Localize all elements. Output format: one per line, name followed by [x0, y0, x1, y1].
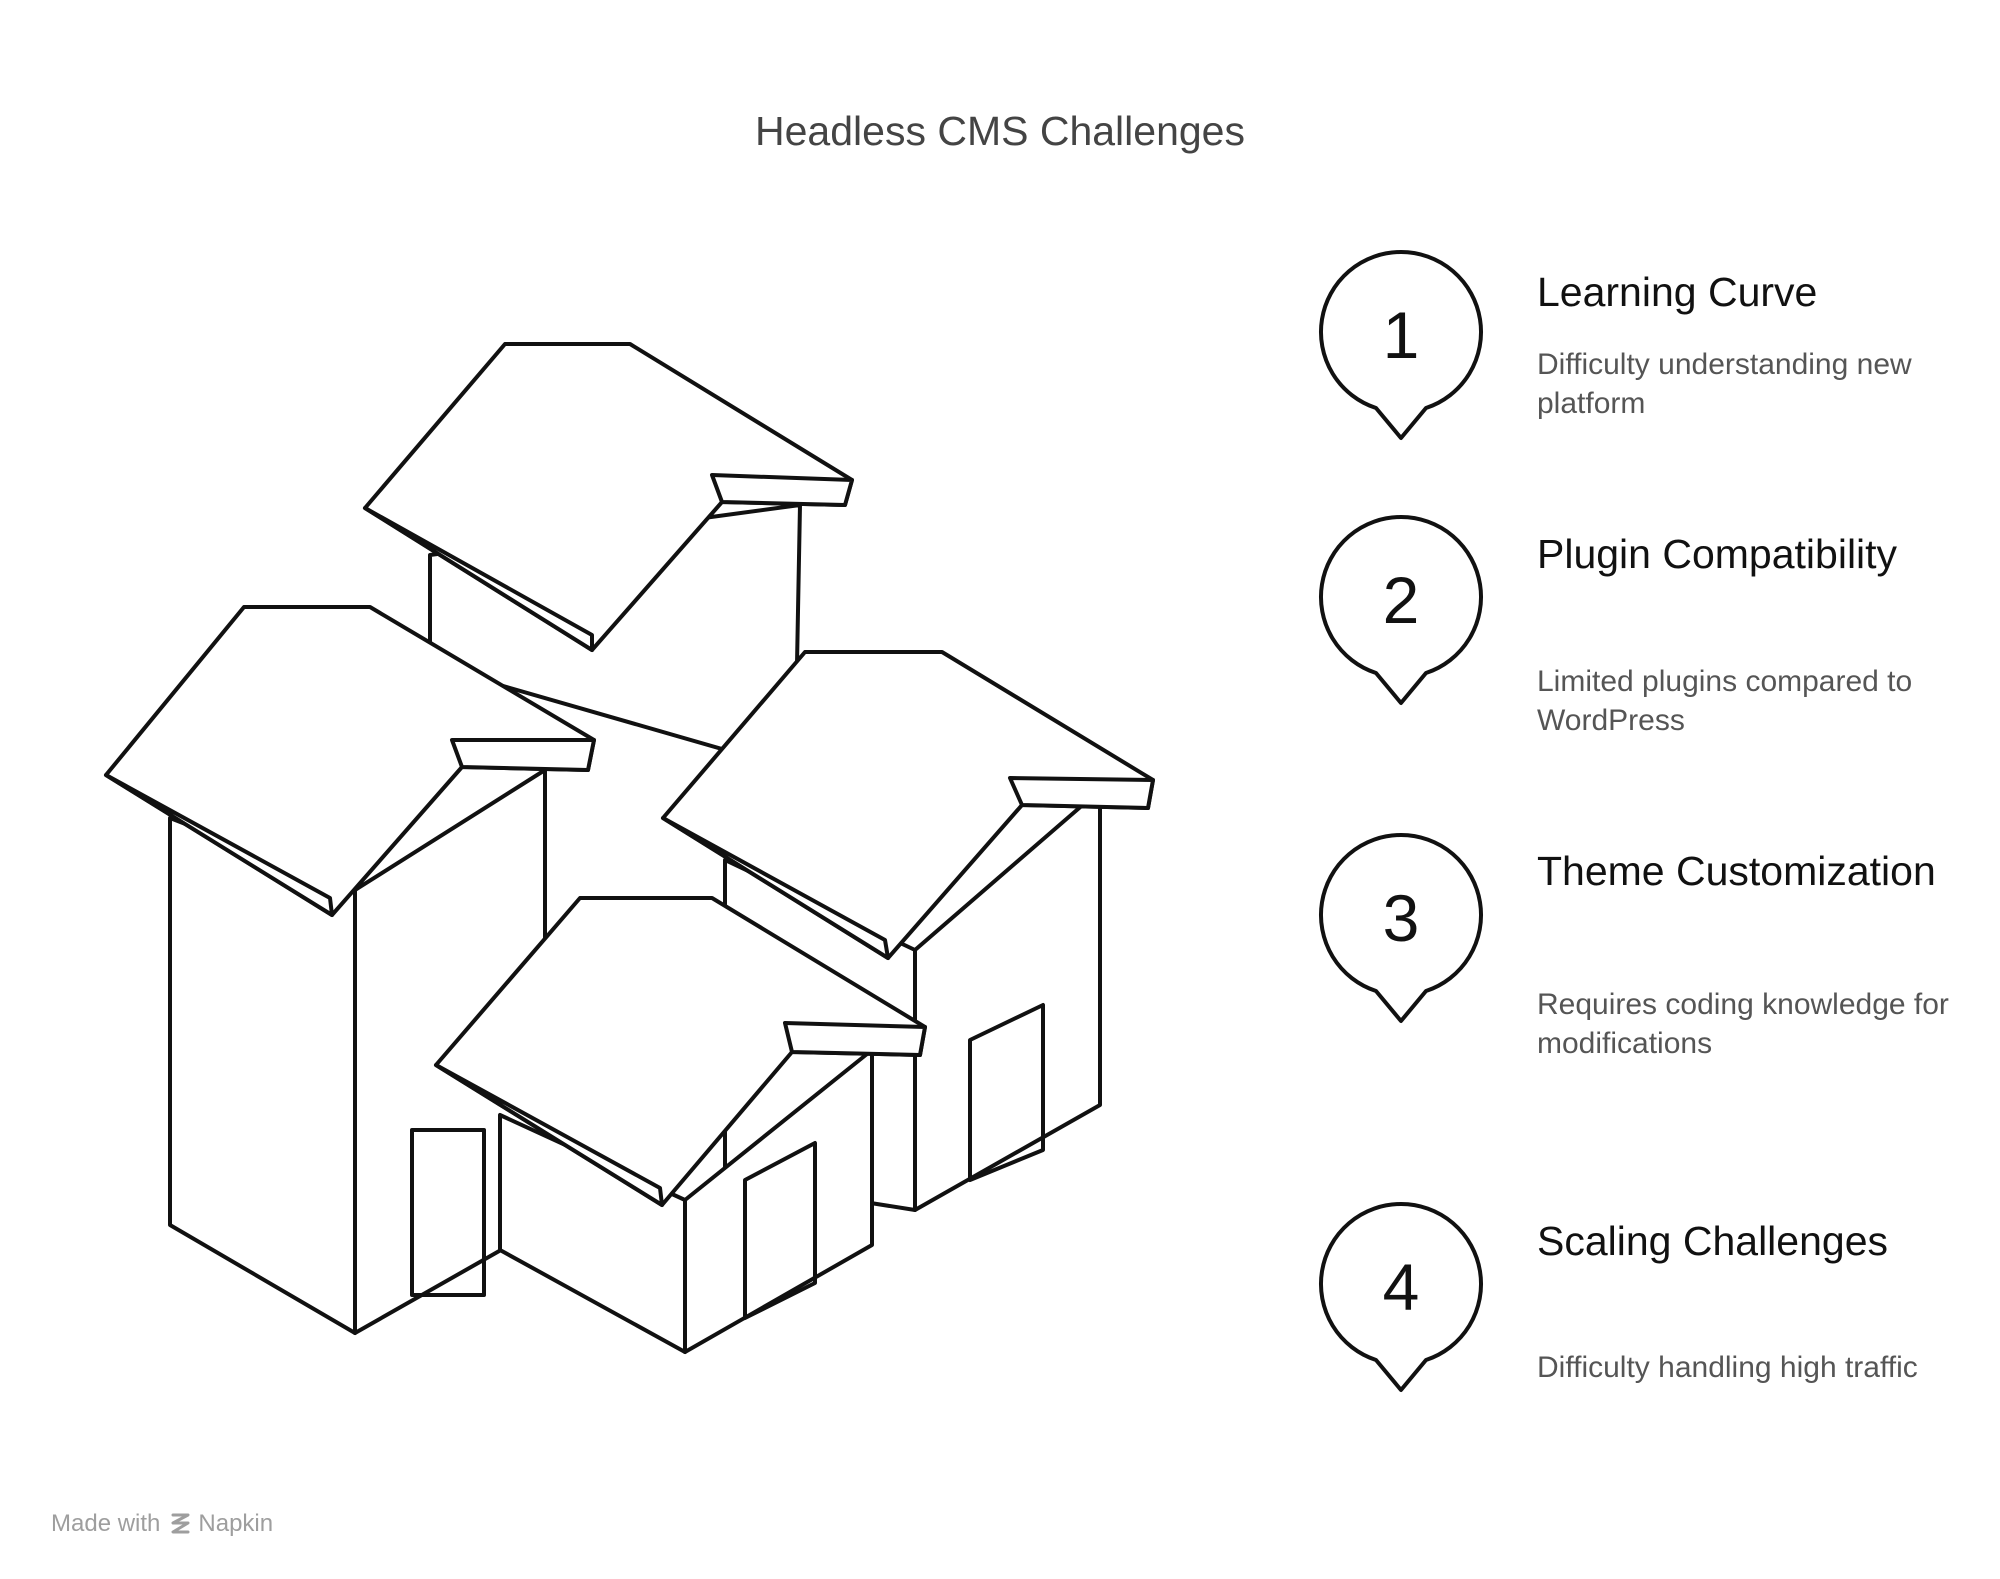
item-description-3: Requires coding knowledge for modifications: [1537, 988, 1949, 1060]
item-title-3: Theme Customization: [1537, 848, 1936, 894]
badge-2: [1316, 515, 1486, 710]
item-description-2: Limited plugins compared to WordPress: [1537, 665, 1913, 737]
badge-1: [1316, 250, 1486, 445]
badge-number: 4: [1382, 1250, 1420, 1324]
item-description-1: Difficulty understanding new platform: [1537, 348, 1912, 420]
badge-number: 1: [1382, 298, 1420, 372]
badge-4: [1316, 1202, 1486, 1397]
badge-3: [1316, 833, 1486, 1028]
item-title-2: Plugin Compatibility: [1537, 531, 1898, 577]
badge-number: 3: [1382, 881, 1420, 955]
footer-brand: Napkin: [198, 1510, 274, 1537]
napkin-logo-icon: [170, 1511, 192, 1537]
item-title-1: Learning Curve: [1537, 269, 1818, 315]
footer: [51, 1510, 273, 1538]
footer-made-with: Made with: [51, 1510, 161, 1537]
item-description-4: Difficulty handling high traffic: [1537, 1351, 1918, 1384]
page-title: Headless CMS Challenges: [755, 108, 1245, 154]
item-title-4: Scaling Challenges: [1537, 1218, 1889, 1264]
badge-number: 2: [1382, 563, 1420, 637]
